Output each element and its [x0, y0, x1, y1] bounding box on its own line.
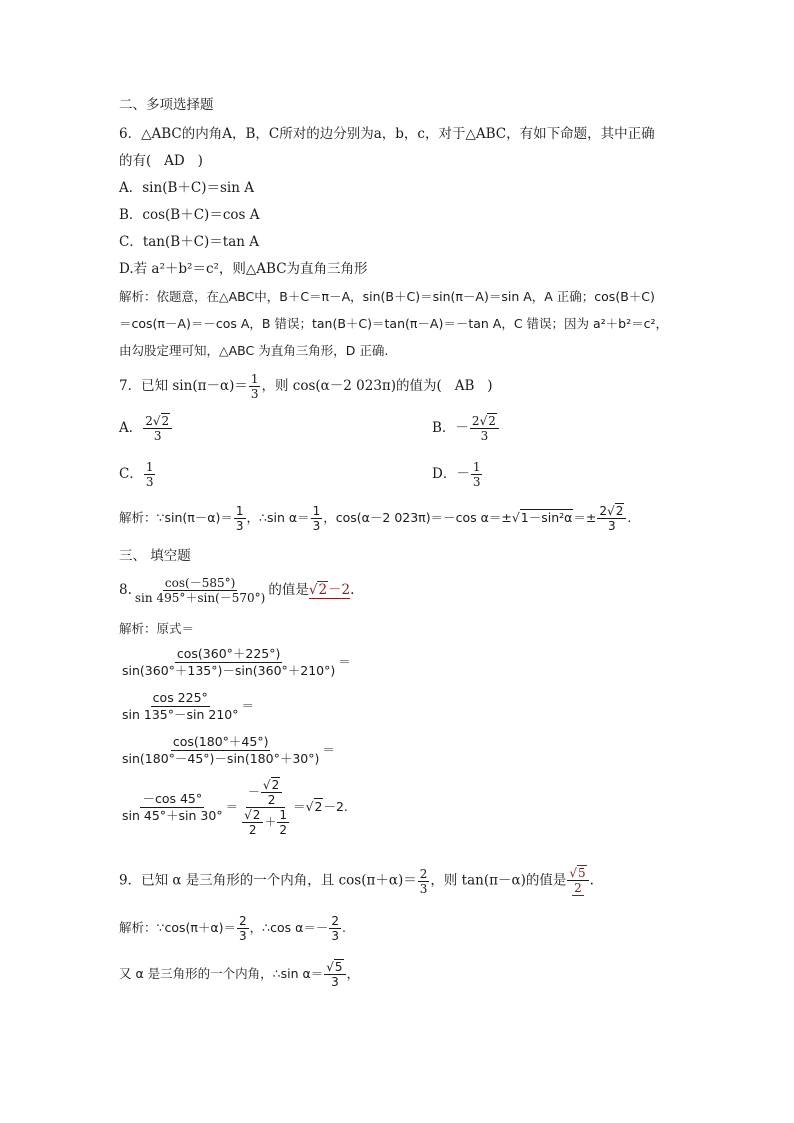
solution-8-lead: 解析：原式＝ [119, 621, 195, 636]
sqrt-symbol: √2 [244, 808, 261, 822]
sqrt-symbol: √2 [479, 414, 496, 428]
solution-9-line-1: 解析：∵cos(π＋α)＝ $\frac{2}{3}$ ，∴cos α＝－ $\frac{2}{3}$ . [119, 914, 346, 943]
solution-8-step-2: $\frac{\cos 225^\circ}{\sin 135^\circ-\sin 210^\circ}$ ＝ [122, 690, 254, 722]
solution-8-step-4: $\frac{-\cos 45^\circ}{\sin 45^\circ+\sin 30^\circ}$ ＝ － $\frac{√2}{2}$ $\frac{√2}{2}$ ＋ $\frac{1}{2}$ ＝√2－2. [122, 778, 348, 837]
answer-7: AB [454, 378, 475, 394]
sqrt-symbol: √5 [326, 960, 343, 974]
sqrt-symbol: √2 [308, 582, 328, 598]
solution-7: 解析：∵sin(π－α)＝ $\frac{1}{3}$ ，∴sin α＝ $\frac{1}{3}$ ，cos(α－2 023π)＝－cos α＝±√1－sin²α＝± $\frac{2√2}{3}$ . [119, 504, 632, 533]
sqrt-symbol: √2 [305, 799, 323, 814]
section-heading-multiple-choice: 二、多项选择题 [119, 97, 214, 113]
option-6d: D.若 a²＋b²＝c²，则△ABC为直角三角形 [119, 261, 368, 277]
question-9-stem: 9．已知 α 是三角形的一个内角，且 cos(π＋α)＝ $\frac{2}{3}$ ，则 tan(π－α)的值是 $\frac{√5}{2}$ . [119, 866, 594, 896]
fraction-one-third: $\frac{1}{3}$ [250, 372, 259, 401]
solution-6-line-2: ＝cos(π－A)＝－cos A，B 错误；tan(B＋C)＝tan(π－A)＝－tan A，C 错误；因为 a²＋b²＝c²， [119, 316, 669, 331]
question-6-line-2: 的有( AD ) [119, 153, 203, 169]
answer-8: √2－2 [308, 582, 351, 598]
section-heading-fill-in: 三、 填空题 [119, 548, 191, 564]
question-7-stem: 7．已知 sin(π－α)＝ $\frac{1}{3}$ ，则 cos(α－2 023π)的值为( AB ) [119, 372, 493, 401]
option-7d: D．－ $\frac{1}{3}$ [432, 460, 481, 489]
solution-6-line-1: 解析：依题意，在△ABC中，B＋C＝π－A，sin(B＋C)＝sin(π－A)＝sin A，A 正确；cos(B＋C) [119, 289, 655, 304]
sqrt-symbol: √2 [262, 778, 280, 792]
option-7a: A． $\frac{2√2}{3}$ [119, 414, 173, 443]
question-6-line-1: 6．△ABC的内角A，B，C所对的边分别为a，b，c，对于△ABC，有如下命题，其中正确 [119, 126, 655, 142]
answer-9: $\frac{√5}{2}$ [567, 866, 588, 896]
sqrt-symbol: √5 [569, 866, 586, 880]
sqrt-symbol: √2 [152, 414, 170, 428]
solution-6-line-3: 由勾股定理可知，△ABC 为直角三角形，D 正确. [119, 343, 389, 358]
answer-6: AD [164, 153, 185, 169]
sqrt-symbol: √1－sin²α [511, 510, 573, 525]
option-7b: B．－ $\frac{2√2}{3}$ [432, 414, 500, 443]
option-7c: C． $\frac{1}{3}$ [119, 460, 154, 489]
option-6b: B．cos(B＋C)＝cos A [119, 207, 260, 223]
sqrt-symbol: √2 [607, 504, 624, 518]
question-8-stem: 8. $\frac{\cos(-585^\circ)}{\sin 495^\circ+\sin(-570^\circ)}$ 的值是√2－2. [119, 576, 355, 605]
compound-fraction: － $\frac{√2}{2}$ $\frac{√2}{2}$ ＋ $\frac{1}{2}$ [244, 778, 288, 837]
solution-9-line-2: 又 α 是三角形的一个内角，∴sin α＝ $\frac{√5}{3}$ ， [119, 960, 360, 989]
option-6c: C．tan(B＋C)＝tan A [119, 234, 259, 250]
option-6a: A．sin(B＋C)＝sin A [119, 180, 254, 196]
solution-8-step-1: $\frac{\cos(360^\circ+225^\circ)}{\sin(360^\circ+135^\circ)-\sin(360^\circ+210^\circ)}$ ＝ [122, 646, 351, 678]
solution-8-step-3: $\frac{\cos(180^\circ+45^\circ)}{\sin(180^\circ-45^\circ)-\sin(180^\circ+30^\circ)}$ ＝ [122, 734, 335, 766]
